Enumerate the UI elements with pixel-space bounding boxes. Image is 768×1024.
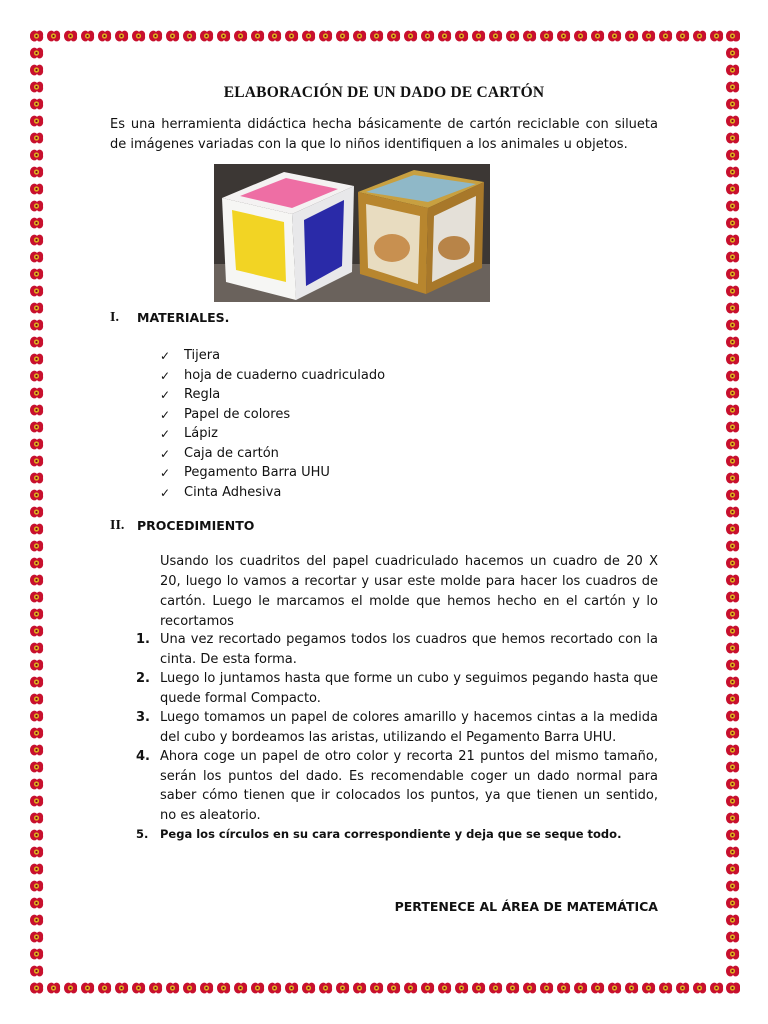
check-mark-icon: ✓	[160, 407, 171, 422]
material-label: Cinta Adhesiva	[184, 484, 282, 500]
step-text: Luego lo juntamos hasta que forme un cubo y seguimos pegando hasta que quede formal Compacto.	[160, 671, 658, 706]
list-item	[160, 483, 385, 503]
list-item	[136, 630, 658, 669]
step-number: 1.	[136, 632, 150, 647]
material-label: Regla	[184, 387, 221, 402]
list-item	[160, 463, 385, 483]
material-label: Pegamento Barra UHU	[184, 465, 330, 480]
flower-border-icon	[28, 28, 740, 44]
procedure-section-number: II.	[110, 518, 125, 533]
list-item	[136, 708, 658, 747]
material-label: Tijera	[184, 348, 221, 363]
material-label: Caja de cartón	[184, 445, 279, 461]
list-item	[160, 424, 385, 444]
decorative-border-left	[28, 28, 44, 996]
material-label: hoja de cuaderno cuadriculado	[184, 367, 386, 383]
step-number: 4.	[136, 749, 150, 764]
material-label: Papel de colores	[184, 406, 291, 422]
materials-list	[160, 346, 385, 502]
check-mark-icon: ✓	[160, 349, 171, 363]
check-mark-icon: ✓	[160, 427, 171, 441]
list-item	[160, 385, 385, 405]
materials-section-number: I.	[110, 310, 119, 325]
decorative-border-top	[28, 28, 740, 44]
list-item	[136, 747, 658, 825]
check-mark-icon: ✓	[160, 446, 171, 461]
procedure-paragraph: Usando los cuadritos del papel cuadriculado hacemos un cuadro de 20 X 20, luego lo vamos a recortar y usar este molde para hacer los cuadros de cartón. Luego le marcamos el molde que hemos hecho en el cartón y lo recortamos	[160, 554, 658, 629]
decorative-border-bottom	[28, 980, 740, 996]
check-mark-icon: ✓	[160, 388, 171, 402]
list-item	[160, 405, 385, 425]
list-item	[160, 346, 385, 366]
area-footer: PERTENECE AL ÁREA DE MATEMÁTICA	[394, 899, 658, 914]
check-mark-icon: ✓	[160, 485, 171, 500]
step-number: 2.	[136, 671, 150, 686]
cardboard-dice-photo	[214, 164, 490, 302]
picture-die-icon	[358, 170, 484, 294]
decorative-border-right	[724, 28, 740, 996]
materials-section-title: MATERIALES.	[137, 310, 230, 325]
check-mark-icon: ✓	[160, 466, 171, 480]
step-number: 5.	[136, 827, 149, 841]
procedure-steps	[136, 630, 658, 845]
white-die-icon	[222, 172, 354, 300]
step-text: Pega los círculos en su cara correspondiente y deja que se seque todo.	[160, 827, 622, 841]
list-item	[160, 366, 385, 386]
list-item	[136, 669, 658, 708]
flower-border-icon	[28, 28, 44, 996]
material-label: Lápiz	[184, 426, 218, 441]
document-page	[110, 84, 658, 914]
flower-border-icon	[28, 980, 740, 996]
document-title: ELABORACIÓN DE UN DADO DE CARTÓN	[223, 84, 545, 101]
step-number: 3.	[136, 710, 150, 725]
step-text: Una vez recortado pegamos todos los cuadros que hemos recortado con la cinta. De esta forma.	[160, 632, 658, 667]
intro-paragraph: Es una herramienta didáctica hecha básicamente de cartón reciclable con silueta de imágenes variadas con la que lo niños identifiquen a los animales u objetos.	[110, 117, 658, 152]
list-item	[160, 444, 385, 464]
list-item	[136, 825, 658, 845]
step-text: Luego tomamos un papel de colores amarillo y hacemos cintas a la medida del cubo y bordeamos las aristas, utilizando el Pegamento Barra UHU.	[160, 710, 658, 745]
step-text: Ahora coge un papel de otro color y recorta 21 puntos del mismo tamaño, serán los puntos del dado. Es recomendable coger un dado normal para saber cómo tienen que ir colocados los puntos, ya que tienen un sentido, no es aleatorio.	[160, 749, 658, 823]
check-mark-icon: ✓	[160, 368, 171, 383]
flower-border-icon	[724, 28, 740, 996]
procedure-section-title: PROCEDIMIENTO	[137, 518, 255, 533]
